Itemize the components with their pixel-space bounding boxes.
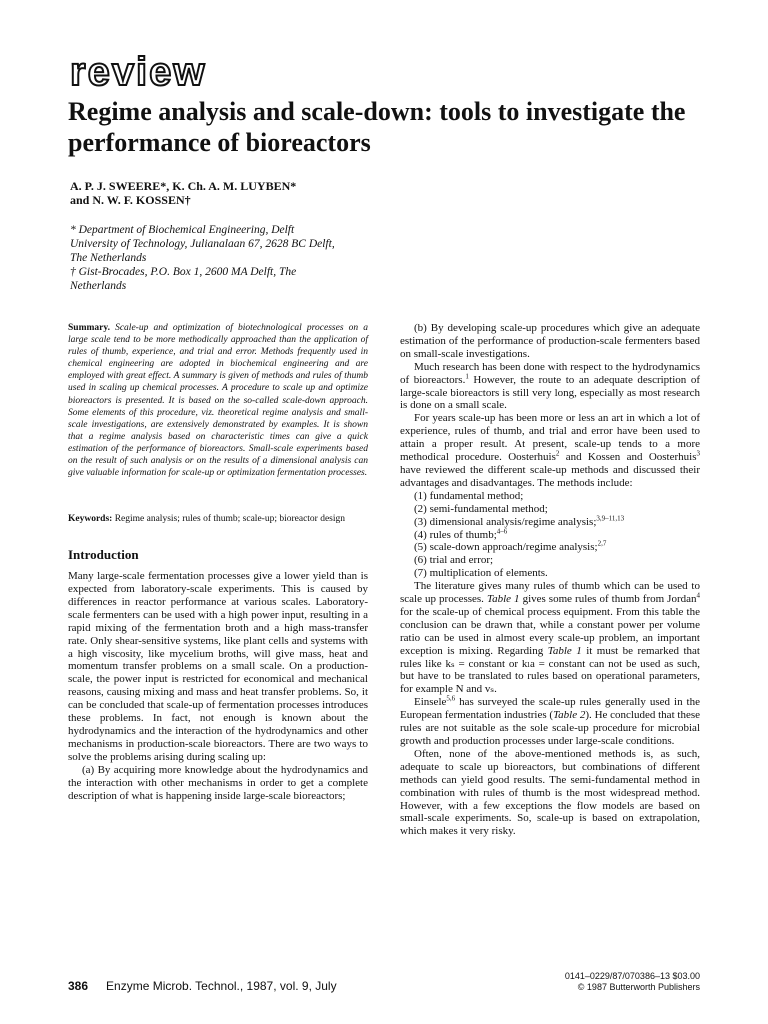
- article-code: 0141–0229/87/070386–13 $03.00: [564, 971, 700, 981]
- list-item: (4) rules of thumb;$^{4-6}$: [414, 526, 508, 541]
- methods-list: [400, 490, 700, 580]
- publisher-info: [540, 971, 700, 993]
- affiliation-line: The Netherlands: [70, 252, 147, 264]
- list-item: (7) multiplication of elements.: [414, 567, 548, 580]
- paragraph: Many large-scale fermentation processes give a lower yield than is expected from laboratory-scale experiments. This is caused by differences in reactor performance at various scales. Laboratory-scale fermenters can be used with a high power input, resulting in a rapid mixing of the fermentation broth and a high mass-transfer rate. Only shear-sensitive systems, like plant cells and systems with a high viscosity, like mycelium broths, will give mass, heat and momentum transfer problems on a small scale. On a production-scale, the power input is restricted for economical and mechanical reasons, causing mixing and mass and heat transfer problems. So, it can be concluded that scale-up of fermentation processes introduces these problems. In fact, not enough is known about the hydrodynamics and the interaction of the hydrodynamics and other mechanisms in production-scale bioreactors. There are two ways to solve the problems arising during scaling up:: [68, 570, 368, 763]
- page-footer: [68, 979, 337, 993]
- text-run: for the scale-up of chemical process equipment. From this table the conclusion can be drawn that, while a constant power per volume ratio can be used in almost every scale-up problem, an important exception is mixing. Regarding: [400, 605, 700, 657]
- author-line: A. P. J. SWEERE*, K. Ch. A. M. LUYBEN*: [70, 179, 297, 193]
- keywords: [68, 513, 368, 525]
- article-title: Regime analysis and scale-down: tools to investigate the performance of bioreactors: [68, 97, 686, 157]
- citation: 5,6: [446, 694, 456, 703]
- list-item: (5) scale-down approach/regime analysis;$^{2,7}$: [414, 539, 607, 554]
- affiliation-line: † Gist-Brocades, P.O. Box 1, 2600 MA Delft, The: [70, 266, 297, 278]
- text-run: Einsele: [414, 696, 447, 709]
- text-run: The literature gives many rules of thumb which can be used to scale up processes.: [400, 580, 700, 606]
- paragraph: (b) By developing scale-up procedures which give an adequate estimation of the performance of production-scale fermenters based on small-scale investigations.: [400, 322, 700, 360]
- citation: 2: [555, 449, 560, 458]
- affiliation-line: Netherlands: [70, 280, 127, 292]
- paragraph: [400, 580, 700, 696]
- citation: 4: [696, 591, 701, 600]
- copyright: © 1987 Butterworth Publishers: [577, 982, 700, 992]
- citation: 3: [696, 449, 700, 458]
- text-run: it must be remarked that rules like kₛ = constant or kₗa = constant can not be used as such, but have to be translated to rules based on operational parameters, for example N and vₛ.: [400, 644, 700, 696]
- citation: 1: [465, 371, 469, 380]
- journal-citation: Enzyme Microb. Technol., 1987, vol. 9, July: [106, 979, 337, 993]
- list-item: (2) semi-fundamental method;: [414, 502, 548, 515]
- affiliations: [70, 223, 390, 293]
- text-run: have reviewed the different scale-up methods and discussed their advantages and disadvantages. The methods include:: [400, 463, 700, 489]
- section-heading-introduction: Introduction: [68, 547, 139, 563]
- keywords-label: Keywords:: [68, 514, 113, 525]
- list-item: (3) dimensional analysis/regime analysis;$^{3,9-11,13}$: [414, 513, 625, 528]
- list-item: (6) trial and error;: [414, 554, 494, 567]
- summary-label: Summary.: [68, 323, 110, 333]
- paragraph: [400, 361, 700, 413]
- paragraph: Often, none of the above-mentioned methods is, as such, adequate to scale up bioreactors, but combinations of different methods can yield good results. The semi-fundamental method in combination with rules of thumb is the most widespread method. However, with a few exceptions the flow models are based on small-scale experiments. So, scale-up is based on extrapolation, which makes it very risky.: [400, 747, 700, 838]
- paragraph: [400, 696, 700, 748]
- text-run: has surveyed the scale-up rules generally used in the European fermentation industries (: [400, 696, 700, 722]
- text-run: For years scale-up has been more or less an art in which a lot of experience, rules of thumb, and trial and error have been used to attain a proper result. At present, scale-up tends to a more methodical procedure. Oosterhuis: [400, 412, 700, 464]
- text-run: and Kossen and Oosterhuis: [559, 451, 697, 464]
- table-reference: Table 1: [486, 593, 520, 606]
- keywords-text: Regime analysis; rules of thumb; scale-up; bioreactor design: [114, 514, 346, 525]
- page-number: 386: [68, 979, 89, 993]
- text-run: gives some rules of thumb from Jordan: [519, 593, 697, 606]
- right-column: [400, 322, 700, 838]
- summary: [68, 322, 368, 479]
- section-tag: review: [70, 50, 207, 94]
- affiliation-line: University of Technology, Julianalaan 67, 2628 BC Delft,: [70, 238, 335, 250]
- author-line: and N. W. F. KOSSEN†: [70, 193, 191, 207]
- table-reference: Table 2: [553, 709, 586, 722]
- paragraph: [400, 412, 700, 489]
- paragraph: (a) By acquiring more knowledge about the hydrodynamics and the interaction with other mechanisms in order to get a complete description of what is happening inside large-scale bioreactors;: [68, 763, 368, 802]
- author-list: [70, 179, 390, 207]
- table-reference: Table 1: [547, 644, 582, 657]
- summary-text: Scale-up and optimization of biotechnological processes on a large scale tend to be more methodically approached than the application of rules of thumb, experience, and trial and error. Methods frequently used in chemical engineering are adopted in biochemical engineering and are employed with great effect. A summary is given of methods and rules of thumb used in scaling up chemical processes. A procedure to scale up and optimize bioreactors is presented. It is based on the so-called scale-down approach. Some elements of this procedure, viz. theoretical regime analysis and small-scale investigations, are extensively demonstrated by examples. It is shown that a regime analysis based on characteristic times can give a quick estimation of the performance of bioreactors. Small-scale experiments based on the result of such analysis or on the results of a dimensional analysis can give valuable information for scale-up or optimization fermentation processes.: [68, 323, 369, 479]
- list-item: (1) fundamental method;: [414, 489, 524, 502]
- text-run: ). He concluded that these rules are not suitable as the sole scale-up procedure for microbial growth and production processes under large-scale conditions.: [400, 709, 700, 747]
- text-run: However, the route to an adequate description of large-scale bioreactors is still very long, especially as most research is done on a small scale.: [400, 373, 701, 412]
- text-run: Much research has been done with respect to the hydrodynamics of bioreactors.: [400, 360, 700, 386]
- left-column: [68, 322, 368, 802]
- affiliation-line: * Department of Biochemical Engineering, Delft: [70, 224, 295, 236]
